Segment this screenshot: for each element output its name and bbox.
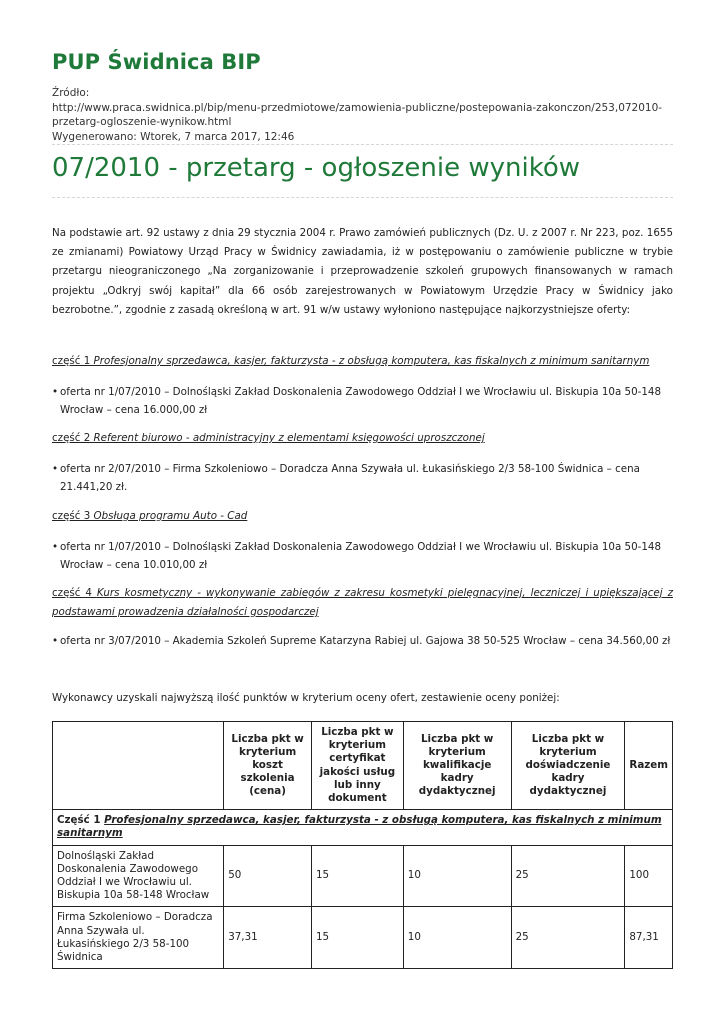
part-heading-1 — [52, 352, 673, 371]
cell-razem: 87,31 — [625, 907, 673, 969]
header-cena: Liczba pkt w kryterium koszt szkolenia (cena) — [224, 722, 312, 810]
part-heading-3 — [52, 507, 673, 526]
header-doswiadczenie: Liczba pkt w kryterium doświadczenie kadry dydaktycznej — [511, 722, 625, 810]
site-title: PUP Świdnica BIP — [52, 50, 261, 74]
table-lead-text: Wykonawcy uzyskali najwyższą ilość punktów w kryterium oceny ofert, zestawienie oceny poniżej: — [52, 692, 560, 704]
header-kwalifikacje: Liczba pkt w kryterium kwalifikacje kadry dydaktycznej — [403, 722, 511, 810]
part-prefix: część 4 — [52, 587, 97, 599]
cell-cena: 50 — [224, 845, 312, 907]
cell-razem: 100 — [625, 845, 673, 907]
part-heading-2 — [52, 429, 673, 448]
offer-item-2 — [52, 460, 673, 496]
table-part-row — [53, 810, 673, 845]
bullet-icon: • — [52, 635, 59, 647]
part-name: Obsługa programu Auto - Cad — [93, 510, 248, 522]
part-prefix: część 1 — [52, 355, 94, 367]
table-header-row — [53, 722, 673, 810]
header-certyfikat: Liczba pkt w kryterium certyfikat jakości usług lub inny dokument — [311, 722, 403, 810]
part-prefix: część 3 — [52, 510, 94, 522]
cell-doswiadczenie: 25 — [511, 845, 625, 907]
header-razem: Razem — [625, 722, 673, 810]
offer-text: oferta nr 1/07/2010 – Dolnośląski Zakład Doskonalenia Zawodowego Oddział I we Wrocławiu ul. Biskupia 10a 50-148 Wrocław – cena 10.010,00 zł — [60, 541, 662, 571]
cell-kwalifikacje: 10 — [403, 845, 511, 907]
cell-doswiadczenie: 25 — [511, 907, 625, 969]
separator-title — [52, 197, 673, 198]
part-heading-4 — [52, 584, 673, 622]
table-row — [53, 907, 673, 969]
offer-text: oferta nr 2/07/2010 – Firma Szkoleniowo – Doradcza Anna Szywała ul. Łukasińskiego 2/3 58-100 Świdnica – cena 21.441,20 zł. — [60, 463, 640, 493]
scores-table — [52, 721, 673, 969]
part-name: Kurs kosmetyczny - wykonywanie zabiegów z zakresu kosmetyki pielęgnacyjnej, leczniczej i upiększającej z podstawami prowadzenia działalności gospodarczej — [52, 587, 673, 618]
generated-timestamp: Wygenerowano: Wtorek, 7 marca 2017, 12:46 — [52, 130, 295, 143]
cell-cena: 37,31 — [224, 907, 312, 969]
part-row-name: Profesjonalny sprzedawca, kasjer, fakturzysta - z obsługą komputera, kas fiskalnych z minimum sanitarnym — [57, 814, 662, 840]
offer-item-4 — [52, 632, 673, 650]
table-row — [53, 845, 673, 907]
page-title: 07/2010 - przetarg - ogłoszenie wyników — [52, 153, 581, 183]
source-url: http://www.praca.swidnica.pl/bip/menu-przedmiotowe/zamowienia-publiczne/postepowania-zakonczon/253,072010-przetarg-ogloszenie-wynikow.html — [52, 101, 663, 128]
cell-certyfikat: 15 — [311, 845, 403, 907]
separator-top — [52, 144, 673, 145]
offer-item-1 — [52, 383, 673, 419]
cell-kwalifikacje: 10 — [403, 907, 511, 969]
part-name: Profesjonalny sprzedawca, kasjer, fakturzysta - z obsługą komputera, kas fiskalnych z minimum sanitarnym — [93, 355, 650, 367]
part-row-cell — [53, 810, 673, 845]
offer-item-3 — [52, 538, 673, 574]
part-prefix: część 2 — [52, 432, 94, 444]
header-empty — [53, 722, 224, 810]
bullet-icon: • — [52, 463, 59, 475]
intro-paragraph: Na podstawie art. 92 ustawy z dnia 29 stycznia 2004 r. Prawo zamówień publicznych (Dz. U. z 2007 r. Nr 223, poz. 1655 ze zmianami) Powiatowy Urząd Pracy w Świdnicy zawiadamia, iż w postępowaniu o zamówienie publiczne w trybie przetargu nieograniczonego „Na zorganizowanie i przeprowadzenie szkoleń grupowych finansowanych w ramach projektu „Odkryj swój kapitał” dla 66 osób zarejestrowanych w Powiatowym Urzędzie Pracy w Świdnicy jako bezrobotne.”, zgodnie z zasadą określoną w art. 91 w/w ustawy wyłoniono następujące najkorzystniejsze oferty: — [52, 227, 673, 316]
source-metadata — [52, 86, 677, 144]
cell-certyfikat: 15 — [311, 907, 403, 969]
part-name: Referent biurowo - administracyjny z elementami księgowości uproszczonej — [93, 432, 485, 444]
cell-company: Firma Szkoleniowo – Doradcza Anna Szywała ul. Łukasińskiego 2/3 58-100 Świdnica — [53, 907, 224, 969]
bullet-icon: • — [52, 386, 59, 398]
source-label: Źródło: — [52, 87, 90, 99]
part-row-prefix: Część 1 — [57, 814, 105, 827]
cell-company: Dolnośląski Zakład Doskonalenia Zawodowego Oddział I we Wrocławiu ul. Biskupia 10a 58-148 Wrocław — [53, 845, 224, 907]
offer-text: oferta nr 3/07/2010 – Akademia Szkoleń Supreme Katarzyna Rabiej ul. Gajowa 38 50-525 Wrocław – cena 34.560,00 zł — [60, 635, 671, 647]
offer-text: oferta nr 1/07/2010 – Dolnośląski Zakład Doskonalenia Zawodowego Oddział I we Wrocławiu ul. Biskupia 10a 50-148 Wrocław – cena 16.000,00 zł — [60, 386, 662, 416]
bullet-icon: • — [52, 541, 59, 553]
